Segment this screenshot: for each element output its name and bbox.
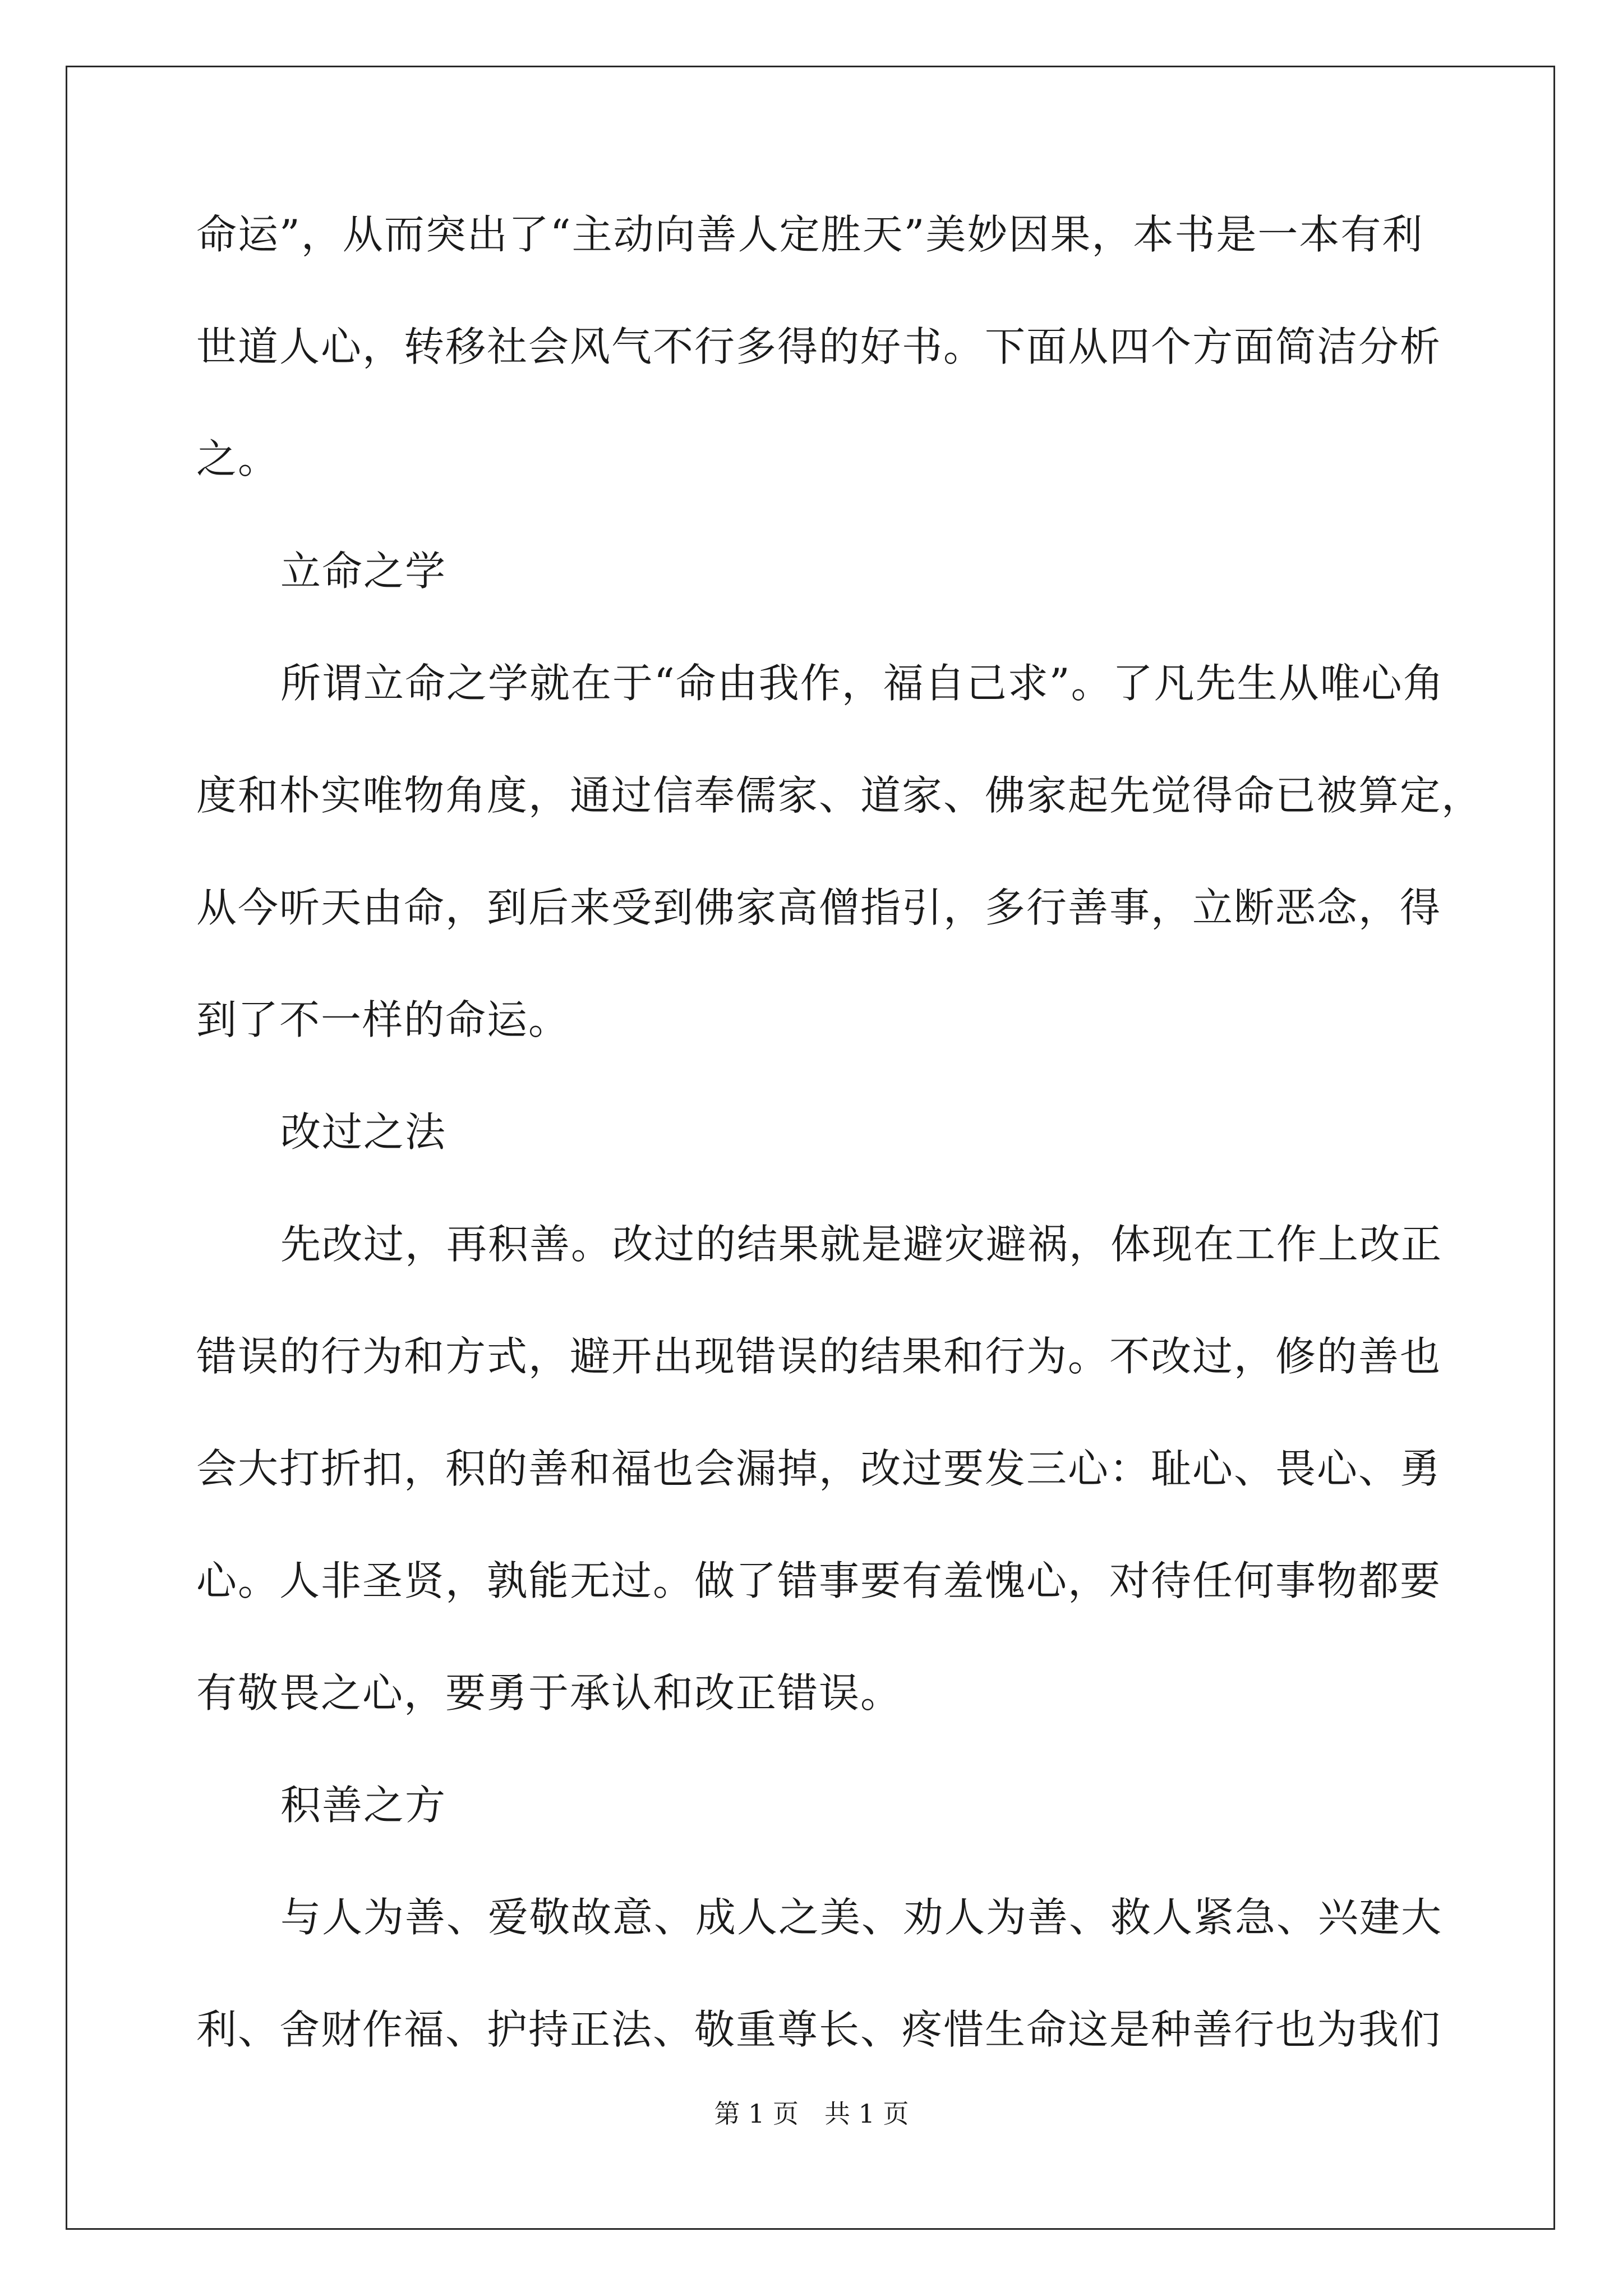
paragraph-first-line: 所谓立命之学就在于“命由我作，福自己求”。了凡先生从唯心角: [280, 660, 1445, 707]
text-line: 会大打折扣，积的善和福也会漏掉，改过要发三心：耻心、畏心、勇: [196, 1445, 1442, 1492]
paragraph-first-line: 与人为善、爱敬故意、成人之美、劝人为善、救人紧急、兴建大: [280, 1894, 1443, 1941]
page-number-footer: 第 1 页 共 1 页: [714, 2099, 909, 2129]
section-heading: 立命之学: [280, 547, 447, 595]
text-line: 有敬畏之心，要勇于承认和改正错误。: [196, 1669, 902, 1717]
text-line: 利、舍财作福、护持正法、敬重尊长、疼惜生命这是种善行也为我们: [196, 2006, 1442, 2053]
paragraph-first-line: 先改过，再积善。改过的结果就是避灾避祸，体现在工作上改正: [280, 1221, 1443, 1268]
section-heading: 改过之法: [280, 1108, 447, 1156]
text-line: 之。: [196, 435, 280, 482]
text-line: 从今听天由命，到后来受到佛家高僧指引，多行善事，立断恶念，得: [196, 884, 1442, 931]
text-line: 心。人非圣贤，孰能无过。做了错事要有羞愧心，对待任何事物都要: [196, 1557, 1442, 1604]
text-line: 度和朴实唯物角度，通过信奉儒家、道家、佛家起先觉得命已被算定，: [196, 772, 1483, 819]
section-heading: 积善之方: [280, 1782, 447, 1829]
text-line: 命运”，从而突出了“主动向善人定胜天”美妙因果，本书是一本有利: [196, 211, 1424, 258]
text-line: 到了不一样的命运。: [196, 996, 570, 1043]
text-line: 世道人心，转移社会风气不行多得的好书。下面从四个方面简洁分析: [196, 323, 1442, 370]
text-line: 错误的行为和方式，避开出现错误的结果和行为。不改过，修的善也: [196, 1333, 1442, 1380]
